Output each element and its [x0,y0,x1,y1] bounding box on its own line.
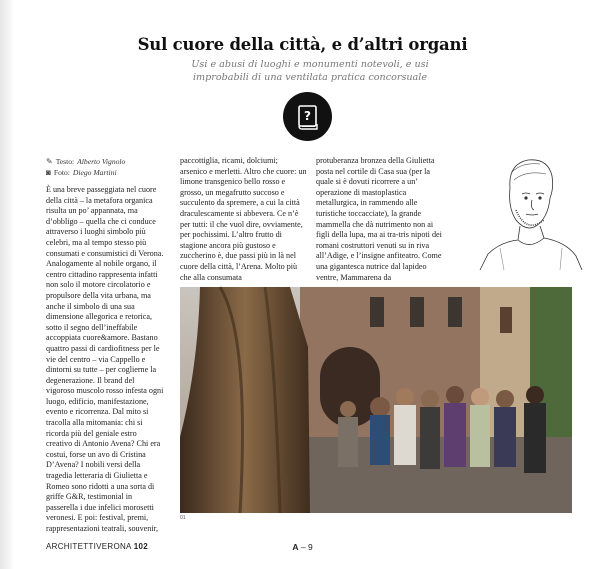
pen-icon: ✎ [46,157,53,166]
author-portrait-sketch [470,150,590,270]
article-subtitle: Usi e abusi di luoghi e monumenti notevoli, e usi improbabili di una ventilata pratica concorsuale [191,59,429,83]
photo-credit-label: Foto: [53,168,70,177]
text-credit-author: Alberto Vignolo [77,157,126,166]
question-book-icon-graphic [293,102,323,132]
footer-dash: – [300,542,308,552]
article-column-1 [46,185,164,533]
photo-credit-author: Diego Martini [72,168,117,177]
footer-magazine: ARCHITETTIVERONA [46,542,132,551]
article-column-2 [180,156,307,284]
page-spine-shadow [0,0,14,569]
footer-page-number-left: 102 [133,542,149,551]
photo-number: 01 [180,515,186,521]
article-column-2-text: paccottiglia, ricami, dolciumi; arsenico e merletti. Altro che cuore: un limone transgenico bello rosso e grosso, un megafrutto succoso e succulento da spremere, a cui la città draculescamente si abbevera. Ce n’è per tutti: il che vuol dire, ovviamente, per pochissimi. L’altro frutto di stagione ancora più gustoso e zuccherino è, due passi più in là nel cuore della città, l’Arena. Molto più che alla consumata [180,156,307,282]
article-title: Sul cuore della città, e d’altri organi [137,35,468,54]
photo-credit [46,168,117,177]
verona-courtyard-photo [180,287,572,513]
footer-page-number-right: 9 [307,542,313,552]
text-credit-label: Testo: [55,157,75,166]
text-credit [46,157,125,166]
footer-right [0,542,605,552]
article-column-3-text: protuberanza bronzea della Giulietta posta nel cortile di Casa sua (per la quale si è dovuti ricorrere a un’ operazione di mastoplastica metallurgica, in rammendo alle turistiche toccacciate), la grande mammella che dà nutrimento non ai figli della lupa, ma ai tra-tris nipoti dei romani costruttori venuti su in riva all’Adige, e l’insigne anfiteatro. Come una gigantesca nutrice dal lapideo ventre, Mammarena da [316,156,442,282]
article-column-3 [316,156,442,284]
question-book-icon [283,92,332,141]
camera-icon: ◙ [46,168,51,177]
footer-section: A [292,542,299,552]
article-column-1-text: È una breve passeggiata nel cuore della città – la metafora organica risulta un po’ appannata, ma d’obbligo – quella che ci conduce attraverso i luoghi simbolo più celebri, ma al tempo stesso più consumati e consumistici di Verona. Analogamente al nobile organo, il centro cittadino rappresenta infatti non solo il motore circolatorio e propulsore della vita urbana, ma anche il simbolo di una sua dimensione allegorica e retorica, sotto il segno dell’ineffabile accoppiata cuore&amore. Bastano quattro passi di cardiofitness per le vie del centro – via Cappello e dintorni su tutte – per coglierne la degenerazione. Il brand del vigoroso muscolo rosso infesta ogni luogo, edificio, manifestazione, evento e ricorrenza. Dal mito si tracolla alla mitomania: chi si ricorda più del geniale estro creativo di Antonio Avena? Chi era costui, forse un avo di Cristina D’Avena? I nobili versi della tragedia letteraria di Giulietta e Romeo sono ridotti a una sorta di griffe G&R, testimonial in passerella i due infelici morosetti veronesi. E poi: festival, premi, rappresentazioni teatrali, souvenir, [46,185,164,533]
svg-text:?: ? [303,108,311,123]
